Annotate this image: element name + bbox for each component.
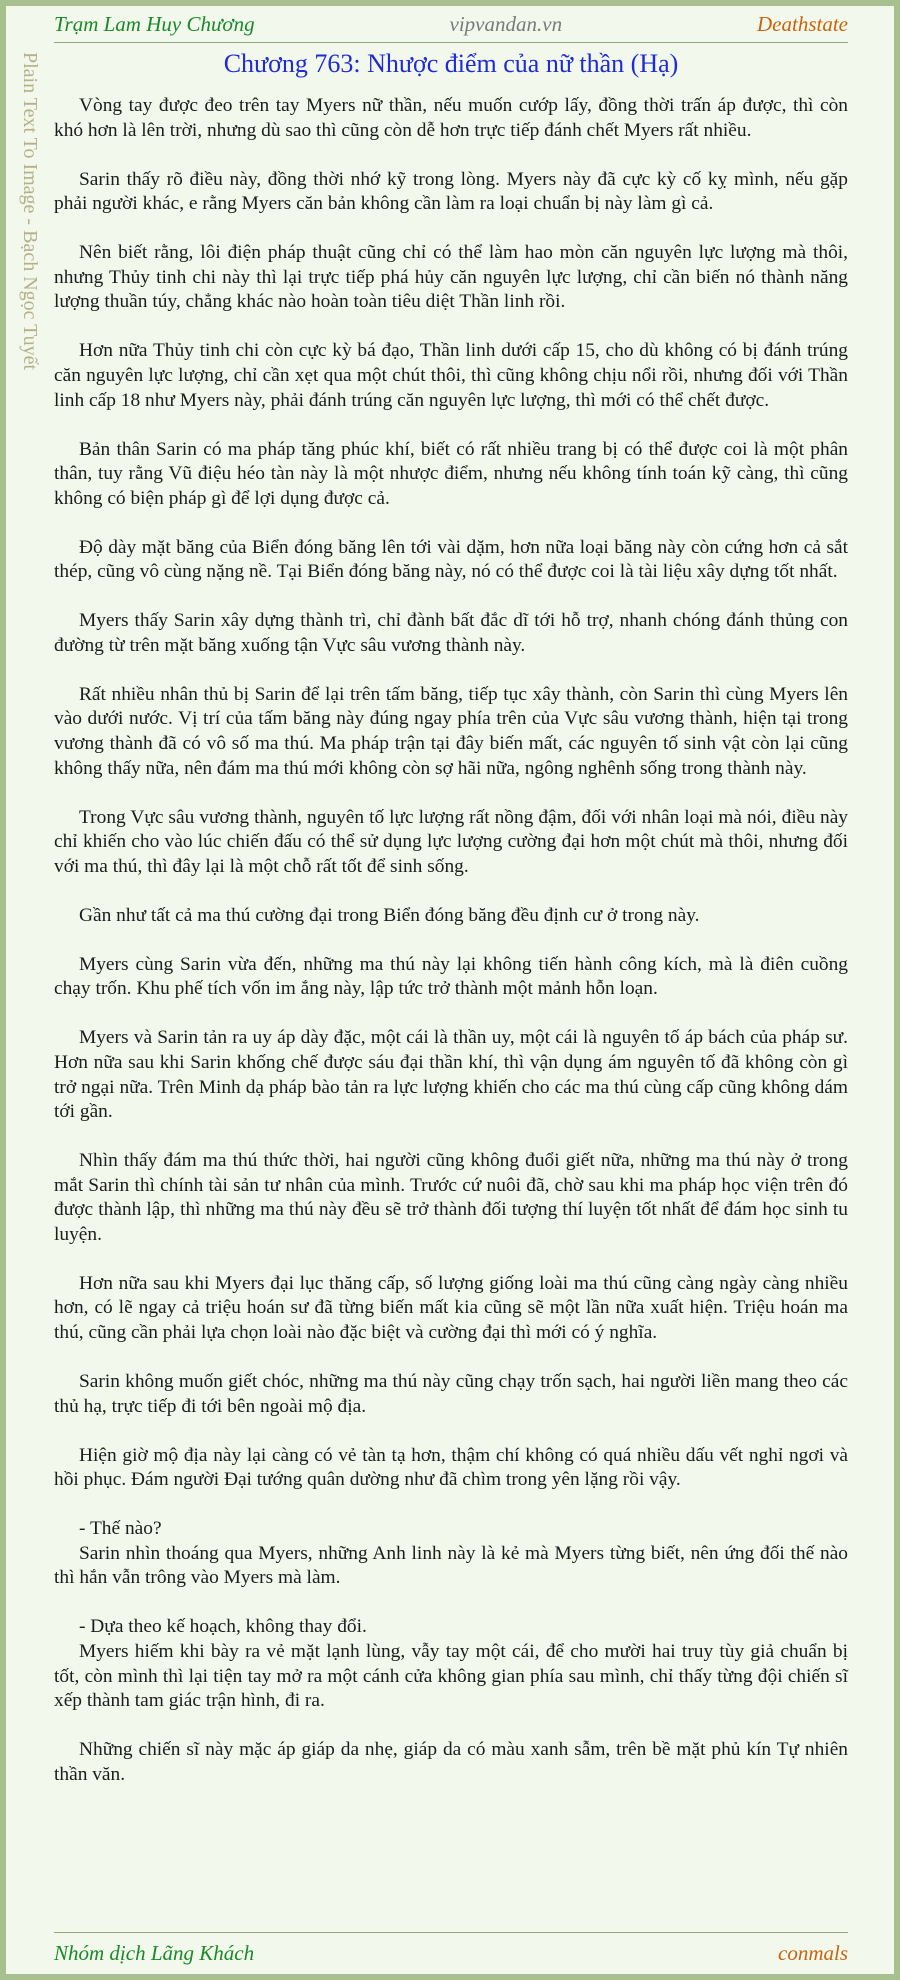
paragraph: Hơn nữa sau khi Myers đại lục thăng cấp, số lượng giống loài ma thú cũng càng ngày càng nhiều hơn, có lẽ ngay cả triệu hoán sư đã từng biến mất kia cũng sẽ một lần nữa xuất hiện. Triệu hoán ma thú, cũng cần phải lựa chọn loài nào đặc biệt và cường đại thì mới có ý nghĩa. (54, 1272, 848, 1344)
paragraph: Myers cùng Sarin vừa đến, những ma thú này lại không tiến hành công kích, mà là điên cuồng chạy trốn. Khu phế tích vốn im ắng này, lập tức trở thành một mảnh hỗn loạn. (54, 953, 848, 1000)
header-site-name: vipvandan.vn (449, 11, 563, 36)
paragraph: Vòng tay được đeo trên tay Myers nữ thần, nếu muốn cướp lấy, đồng thời trấn áp được, thì còn khó hơn là lên trời, nhưng dù sao thì cũng còn dễ hơn trực tiếp đánh chết Myers rất nhiều. (54, 95, 848, 141)
header-translator: Deathstate (757, 11, 848, 36)
paragraph: Myers và Sarin tản ra uy áp dày đặc, một cái là thần uy, một cái là nguyên tố áp bách của pháp sư. Hơn nữa sau khi Sarin khống chế được sáu đại thần khí, thì vận dụng ám nguyên tố đã không còn gì trở ngại nữa. Trên Minh dạ pháp bào tản ra lực lượng khiến cho các ma thú cùng cấp cũng không dám tới gần. (54, 1027, 848, 1123)
side-watermark-caption: Plain Text To Image - Bạch Ngọc Tuyết (19, 52, 41, 371)
paragraph: Myers thấy Sarin xây dựng thành trì, chỉ đành bất đắc dĩ tới hỗ trợ, nhanh chóng đánh thủng con đường từ trên mặt băng xuống tận Vực sâu vương thành này. (54, 610, 848, 656)
paragraph: Gần như tất cả ma thú cường đại trong Biển đóng băng đều định cư ở trong này. (79, 904, 700, 926)
paragraph: Sarin không muốn giết chóc, những ma thú này cũng chạy trốn sạch, hai người liền mang theo các thủ hạ, trực tiếp đi tới bên ngoài mộ địa. (54, 1371, 848, 1417)
paragraph: Hơn nữa Thủy tinh chi còn cực kỳ bá đạo, Thần linh dưới cấp 15, cho dù không có bị đánh trúng căn nguyên lực lượng, chỉ cần xẹt qua một chút thôi, thì cũng không chịu nổi rồi, nhưng đối với Thần linh cấp 18 như Myers này, phải đánh trúng căn nguyên lực lượng, thì mới có thể chết được. (54, 340, 848, 411)
paragraph: Sarin thấy rõ điều này, đồng thời nhớ kỹ trong lòng. Myers này đã cực kỳ cố kỵ mình, nếu gặp phải người khác, e rằng Myers căn bản không cần làm ra loại chuẩn bị này làm gì cả. (54, 168, 848, 215)
chapter-body (54, 94, 848, 1812)
header-team-name: Trạm Lam Huy Chương (54, 11, 255, 36)
header-divider (54, 42, 848, 43)
paragraph: Sarin nhìn thoáng qua Myers, những Anh linh này là kẻ mà Myers từng biết, nên ứng đối thế nào thì hắn vẫn trông vào Myers mà làm. (54, 1542, 848, 1589)
paragraph: Hiện giờ mộ địa này lại càng có vẻ tàn tạ hơn, thậm chí không có quá nhiều dấu vết nghỉ ngơi và hồi phục. Đám người Đại tướng quân dường như đã chìm trong yên lặng rồi vậy. (54, 1444, 848, 1491)
paragraph: Rất nhiều nhân thủ bị Sarin để lại trên tấm băng, tiếp tục xây thành, còn Sarin thì cùng Myers lên vào dưới nước. Vị trí của tấm băng này đúng ngay phía trên của Vực sâu vương thành, hiện tại trong vương thành đã có vô số ma thú. Ma pháp trận tại đây biến mất, các nguyên tố sinh vật còn lại cũng không thấy nữa, nên đám ma thú mới không còn sợ hãi nữa, ngông nghênh sống trong thành này. (54, 683, 848, 779)
dialogue-line: - Thế nào? (79, 1518, 162, 1540)
footer-editor: conmals (778, 1940, 848, 1965)
page-header (54, 8, 848, 40)
footer-divider (54, 1932, 848, 1933)
chapter-title: Chương 763: Nhược điểm của nữ thần (Hạ) (223, 49, 679, 78)
paragraph: Những chiến sĩ này mặc áp giáp da nhẹ, giáp da có màu xanh sẫm, trên bề mặt phủ kín Tự nhiên thần văn. (54, 1739, 848, 1785)
footer-group-name: Nhóm dịch Lãng Khách (54, 1940, 255, 1965)
paragraph: Độ dày mặt băng của Biển đóng băng lên tới vài dặm, hơn nữa loại băng này còn cứng hơn cả sắt thép, cũng vô cùng nặng nề. Tại Biển đóng băng này, nó có thể được coi là tài liệu xây dựng tốt nhất. (54, 536, 848, 583)
page-footer (54, 1937, 848, 1969)
paragraph: Trong Vực sâu vương thành, nguyên tố lực lượng rất nồng đậm, đối với nhân loại mà nói, điều này chỉ khiến cho vào lúc chiến đấu có thể sử dụng lực lượng cường đại hơn một chút mà thôi, nhưng đối với ma thú, thì đây lại là một chỗ rất tốt để sinh sống. (54, 806, 848, 877)
paragraph: Nên biết rằng, lôi điện pháp thuật cũng chỉ có thể làm hao mòn căn nguyên lực lượng mà thôi, nhưng Thủy tinh chi này thì lại trực tiếp phá hủy căn nguyên lực lượng, chỉ cần biến nó thành năng lượng thuần túy, chẳng khác nào hoàn toàn tiêu diệt Thần linh rồi. (54, 242, 848, 313)
paragraph: Myers hiếm khi bày ra vẻ mặt lạnh lùng, vẫy tay một cái, để cho mười hai truy tùy giả chuẩn bị tốt, còn mình thì lại tiện tay mở ra một cánh cửa không gian phía sau mình, chỉ thấy từng đội chiến sĩ xếp thành tam giác trận hình, đi ra. (54, 1640, 848, 1712)
dialogue-line: - Dựa theo kế hoạch, không thay đổi. (79, 1616, 367, 1638)
paragraph: Bản thân Sarin có ma pháp tăng phúc khí, biết có rất nhiều trang bị có thể được coi là một phân thân, tuy rằng Vũ điệu héo tàn này là một nhược điểm, nhưng nếu không tính toán kỹ càng, thì cũng không có biện pháp gì để lợi dụng được cả. (54, 438, 848, 509)
paragraph: Nhìn thấy đám ma thú thức thời, hai người cũng không đuổi giết nữa, những ma thú này ở trong mắt Sarin thì chính tài sản tư nhân của mình. Trước cứ nuôi đã, chờ sau khi ma pháp học viện trên đó được thành lập, thì những ma thú này đều sẽ trở thành đối tượng thí luyện tốt nhất để đám học sinh tu luyện. (54, 1150, 848, 1245)
